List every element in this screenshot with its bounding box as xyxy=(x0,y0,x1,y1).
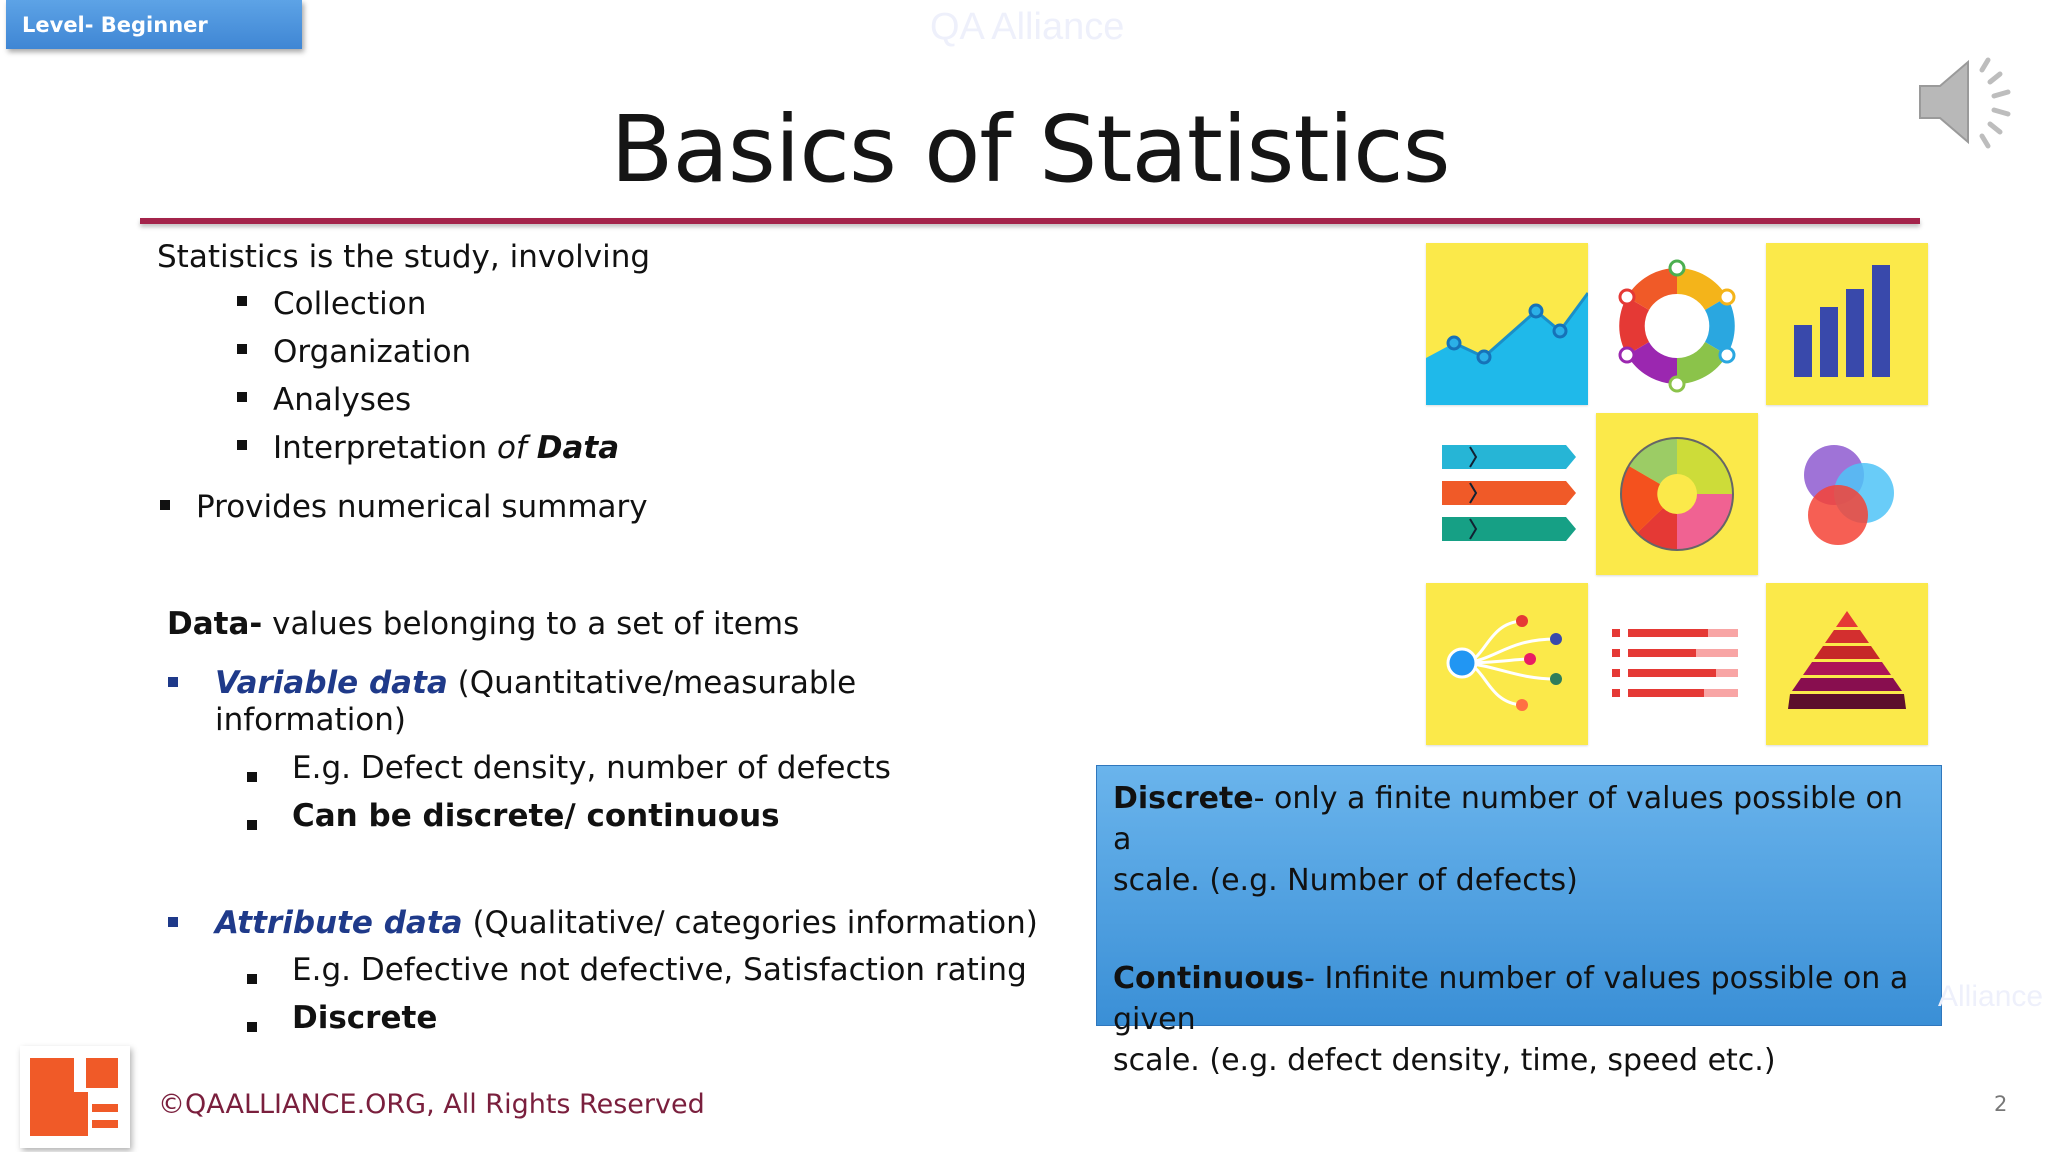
bullet-marker xyxy=(237,296,247,306)
tile-line-chart xyxy=(1426,243,1588,405)
bullet-marker xyxy=(247,772,257,782)
watermark-right: Alliance xyxy=(1938,980,2044,1013)
variable-data-term: Variable data xyxy=(215,665,448,701)
bullet-marker xyxy=(247,974,257,984)
venn-diagram-icon xyxy=(1766,413,1928,575)
watermark-top: QA Alliance xyxy=(930,6,1125,48)
slide-title: Basics of Statistics xyxy=(610,96,1450,203)
summary-text: Provides numerical summary xyxy=(196,489,648,525)
bar-chart-icon xyxy=(1766,243,1928,405)
bullet-marker xyxy=(237,344,247,354)
bullet-marker xyxy=(247,820,257,830)
variable-data-rest: (Quantitative/measurable xyxy=(447,665,857,701)
continuous-line1 xyxy=(1113,958,1925,1040)
title-divider xyxy=(140,218,1920,224)
definitions-box xyxy=(1096,765,1942,1078)
donut-chart-icon xyxy=(1596,413,1758,575)
bullet-marker xyxy=(160,500,170,510)
attribute-data-line xyxy=(215,903,1038,943)
network-node-icon xyxy=(1426,583,1588,745)
attribute-data-rest: (Qualitative/ categories information) xyxy=(462,905,1038,941)
tile-cycle xyxy=(1596,243,1758,405)
list-item: Organization xyxy=(273,334,472,370)
tile-pyramid xyxy=(1766,583,1928,745)
level-badge: Level- Beginner xyxy=(6,0,302,49)
cycle-ring-icon xyxy=(1596,243,1758,405)
bullet-marker xyxy=(168,917,178,927)
tile-bar-chart xyxy=(1766,243,1928,405)
bullet-list-icon xyxy=(1596,583,1758,745)
continuous-text: - Infinite number of values possible on a given xyxy=(1113,961,1909,1037)
attribute-type: Discrete xyxy=(292,1000,438,1036)
line-chart-icon xyxy=(1426,243,1588,405)
discrete-line2: scale. (e.g. Number of defects) xyxy=(1113,863,1578,898)
copyright-footer: ©QAALLIANCE.ORG, All Rights Reserved xyxy=(158,1089,705,1120)
tile-network xyxy=(1426,583,1588,745)
bullet-marker xyxy=(168,677,178,687)
attribute-example: E.g. Defective not defective, Satisfaction rating xyxy=(292,952,1027,988)
continuous-term: Continuous xyxy=(1113,961,1305,996)
bullet-marker xyxy=(237,440,247,450)
tile-donut xyxy=(1596,413,1758,575)
arrow-list-icon xyxy=(1426,413,1588,575)
variable-example: E.g. Defect density, number of defects xyxy=(292,750,891,786)
tile-arrow-list xyxy=(1426,413,1588,575)
discrete-term: Discrete xyxy=(1113,781,1254,816)
data-term: Data- xyxy=(167,606,263,642)
interp-prefix: Interpretation xyxy=(273,430,497,466)
discrete-text: - only a finite number of values possible on a xyxy=(1113,781,1903,857)
discrete-line1 xyxy=(1113,778,1925,860)
bullet-marker xyxy=(247,1022,257,1032)
bullet-marker xyxy=(237,392,247,402)
tile-venn xyxy=(1766,413,1928,575)
page-number: 2 xyxy=(1994,1092,2008,1116)
variable-data-line2: information) xyxy=(215,702,407,738)
pyramid-icon xyxy=(1766,583,1928,745)
data-definition xyxy=(167,604,799,644)
interp-of: of xyxy=(496,430,527,466)
list-item: Analyses xyxy=(273,382,412,418)
list-item: Collection xyxy=(273,286,427,322)
list-item-interpretation xyxy=(273,428,619,468)
continuous-line2: scale. (e.g. defect density, time, speed etc.) xyxy=(1113,1043,1776,1078)
attribute-data-term: Attribute data xyxy=(215,905,463,941)
tile-bullet-list xyxy=(1596,583,1758,745)
variable-type: Can be discrete/ continuous xyxy=(292,798,780,834)
variable-data-line1 xyxy=(215,663,856,703)
intro-text: Statistics is the study, involving xyxy=(157,239,651,275)
interp-data: Data xyxy=(536,430,620,466)
qa-alliance-logo xyxy=(20,1046,130,1148)
data-rest: values belonging to a set of items xyxy=(262,606,800,642)
